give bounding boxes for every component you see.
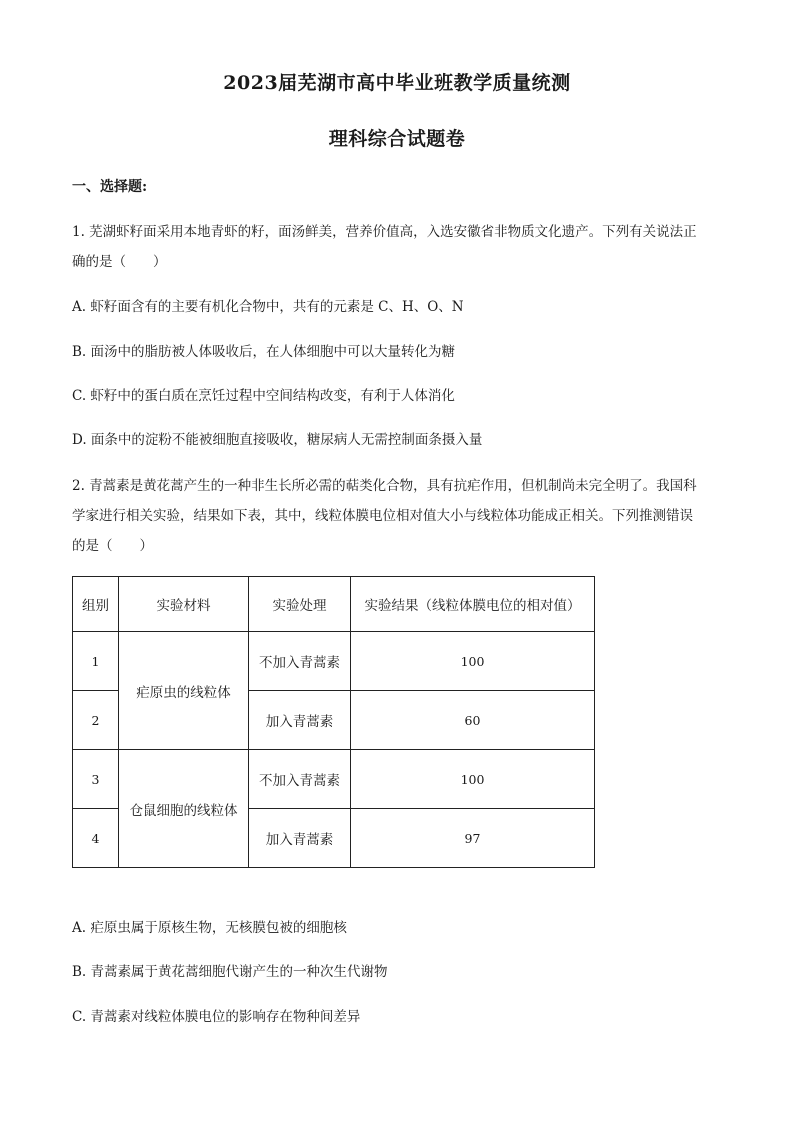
question-1-stem-line-2: 确的是（ ）: [72, 254, 167, 270]
treatment-cell: 加入青蒿素: [249, 691, 351, 750]
group-cell: 1: [73, 632, 119, 691]
question-2-option-a: A. 疟原虫属于原核生物，无核膜包被的细胞核: [72, 920, 347, 936]
question-1-option-c: C. 虾籽中的蛋白质在烹饪过程中空间结构改变，有利于人体消化: [72, 388, 455, 404]
section-heading: 一、选择题:: [72, 179, 148, 195]
treatment-cell: 不加入青蒿素: [249, 750, 351, 809]
question-1-stem-line-1: 1. 芜湖虾籽面采用本地青虾的籽，面汤鲜美，营养价值高，入选安徽省非物质文化遗产。下列有关说法正: [72, 224, 697, 240]
question-1-option-d: D. 面条中的淀粉不能被细胞直接吸收，糖尿病人无需控制面条摄入量: [72, 432, 483, 448]
group-cell: 2: [73, 691, 119, 750]
result-cell: 100: [351, 750, 595, 809]
exam-title: 2023届芜湖市高中毕业班教学质量统测: [223, 72, 571, 94]
exam-subtitle: 理科综合试题卷: [328, 128, 466, 150]
header-material: 实验材料: [119, 577, 249, 632]
experiment-table: [72, 576, 595, 868]
question-2-stem-line-2: 学家进行相关实验，结果如下表，其中，线粒体膜电位相对值大小与线粒体功能成正相关。下列推测错误: [72, 508, 693, 524]
question-1-option-b: B. 面汤中的脂肪被人体吸收后，在人体细胞中可以大量转化为糖: [72, 344, 456, 360]
header-result: 实验结果（线粒体膜电位的相对值）: [351, 577, 595, 632]
treatment-cell: 加入青蒿素: [249, 809, 351, 868]
group-cell: 3: [73, 750, 119, 809]
question-1-option-a: A. 虾籽面含有的主要有机化合物中，共有的元素是 C、H、O、N: [72, 299, 464, 315]
header-group: 组别: [73, 577, 119, 632]
question-2-option-c: C. 青蒿素对线粒体膜电位的影响存在物种间差异: [72, 1009, 361, 1025]
treatment-cell: 不加入青蒿素: [249, 632, 351, 691]
header-treatment: 实验处理: [249, 577, 351, 632]
question-2-stem-line-1: 2. 青蒿素是黄花蒿产生的一种非生长所必需的萜类化合物，具有抗疟作用，但机制尚未完全明了。我国科: [72, 478, 697, 494]
material-cell: 仓鼠细胞的线粒体: [119, 750, 249, 868]
result-cell: 100: [351, 632, 595, 691]
table-row: [73, 632, 595, 691]
group-cell: 4: [73, 809, 119, 868]
question-2-stem-line-3: 的是（ ）: [72, 538, 153, 554]
material-cell: 疟原虫的线粒体: [119, 632, 249, 750]
table-row: [73, 750, 595, 809]
question-2-option-b: B. 青蒿素属于黄花蒿细胞代谢产生的一种次生代谢物: [72, 964, 388, 980]
result-cell: 97: [351, 809, 595, 868]
result-cell: 60: [351, 691, 595, 750]
table-header-row: [73, 577, 595, 632]
